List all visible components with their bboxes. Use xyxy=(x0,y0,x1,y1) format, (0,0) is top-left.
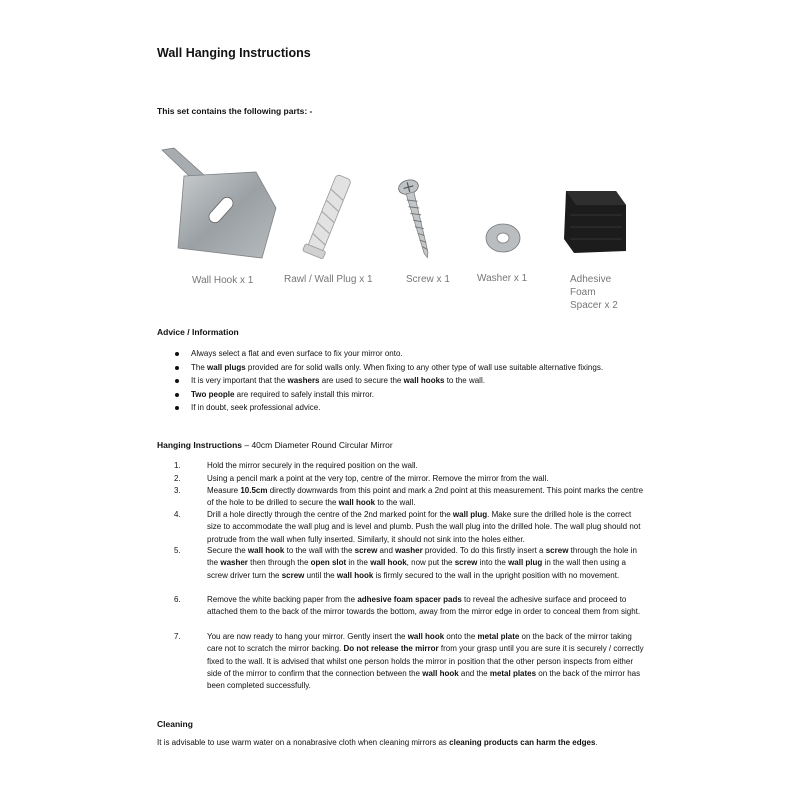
wall-hook-icon xyxy=(158,146,278,262)
step-text: metal plate xyxy=(477,632,520,641)
step-text: Using a pencil mark a point at the very top, centre of the mirror. Remove the mirror from the wall. xyxy=(207,474,549,483)
screw-icon xyxy=(398,178,436,260)
step-text: Measure xyxy=(207,486,241,495)
step-text: , now put the xyxy=(406,558,455,568)
parts-intro: This set contains the following parts: - xyxy=(157,106,313,116)
part-label-wall-plug: Rawl / Wall Plug x 1 xyxy=(284,274,373,285)
cleaning-heading: Cleaning xyxy=(157,719,193,729)
step-text: Do not release the mirror xyxy=(343,644,439,654)
step-text: and the xyxy=(458,668,490,678)
step-text: screw xyxy=(545,546,569,555)
advice-item-text: washers xyxy=(287,376,320,385)
advice-item-text: are used to secure the xyxy=(319,376,404,385)
step-text: adhesive foam spacer pads xyxy=(357,595,462,604)
step-item xyxy=(174,545,647,582)
cleaning-text: . xyxy=(595,738,598,747)
step-text: wall hook xyxy=(407,632,445,641)
step-text: to reveal the adhesive surface and proceed to attached them to the back of the mirror towards the bottom, away from the mirror edge in order to conceal them from sight. xyxy=(207,595,641,617)
advice-item xyxy=(191,374,485,388)
advice-heading: Advice / Information xyxy=(157,327,239,337)
step-text: and xyxy=(377,546,396,555)
step-text: wall plug xyxy=(452,510,488,519)
advice-item-text: wall hooks xyxy=(403,376,445,385)
step-text: through the hole in the xyxy=(207,546,637,568)
step-text: 10.5cm xyxy=(240,486,268,495)
step-text: to the wall. xyxy=(375,498,416,508)
advice-item xyxy=(191,388,374,402)
step-number: 6. xyxy=(174,595,181,604)
foam-spacer-icon xyxy=(560,187,630,257)
step-text: Hold the mirror securely in the required position on the wall. xyxy=(207,461,418,470)
wall-plug-icon xyxy=(298,170,358,264)
step-text: screw xyxy=(454,558,478,568)
advice-item xyxy=(191,361,603,375)
step-text: Drill a hole directly through the centre of the 2nd marked point for the xyxy=(207,510,453,519)
step-number: 2. xyxy=(174,474,181,483)
step-text: washer xyxy=(220,558,248,568)
step-number: 5. xyxy=(174,546,181,555)
advice-item-text: are required to safely install this mirror. xyxy=(234,390,375,399)
step-number: 4. xyxy=(174,510,181,519)
step-text: then through the xyxy=(247,558,311,568)
step-text: is firmly secured to the wall in the upright position with no movement. xyxy=(373,570,620,580)
cleaning-text xyxy=(157,738,598,747)
advice-item xyxy=(191,401,320,415)
step-item xyxy=(174,509,647,546)
step-text: directly downwards from this point and mark a 2nd point at this measurement. This point marks the centre of the hole to be drilled to secure the xyxy=(207,486,644,508)
advice-item-text: Two people xyxy=(191,390,235,399)
step-text: wall hook xyxy=(370,558,407,568)
page-title: Wall Hanging Instructions xyxy=(157,46,311,60)
step-text: open slot xyxy=(310,558,347,568)
advice-item-text: wall plugs xyxy=(207,363,246,372)
cleaning-text: cleaning products can harm the edges xyxy=(449,738,596,747)
advice-item-text: to the wall. xyxy=(444,376,485,385)
washer-icon xyxy=(484,222,522,254)
advice-item-text: Always select a flat and even surface to fix your mirror onto. xyxy=(191,349,403,358)
step-text: in the wall then using a screw driver turn the xyxy=(207,558,626,580)
step-text: wall hook xyxy=(338,498,376,508)
step-text: provided. To do this firstly insert a xyxy=(422,546,546,555)
step-item xyxy=(174,473,647,485)
part-label-wall-hook: Wall Hook x 1 xyxy=(192,275,254,286)
hanging-heading: Hanging Instructions – 40cm Diameter Round Circular Mirror xyxy=(157,440,393,450)
step-number: 3. xyxy=(174,486,181,495)
step-text: washer xyxy=(395,546,423,555)
step-text: Secure the xyxy=(207,546,248,555)
step-text: on the back of the mirror has been completed successfully. xyxy=(207,668,641,691)
advice-item xyxy=(191,347,403,361)
step-text: Remove the white backing paper from the xyxy=(207,595,358,604)
step-text: wall hook xyxy=(422,668,459,678)
step-text: screw xyxy=(281,570,305,580)
advice-item-text: It is very important that the xyxy=(191,376,288,385)
step-text: metal plates xyxy=(489,668,537,678)
step-item xyxy=(174,594,647,619)
step-text: onto the xyxy=(444,632,478,641)
step-text: on the back of the mirror taking care not to scratch the mirror backing. xyxy=(207,632,632,654)
step-text: . Make sure the drilled hole is the correct size to accommodate the wall plug and is level and plumb. Push the wall plug into the drilled hole. The wall plug should not protrude from the wall when fully inserted. Similarly, it should not sink into the holes either. xyxy=(207,510,641,544)
advice-item-text: The xyxy=(191,363,208,372)
step-text: You are now ready to hang your mirror. Gently insert the xyxy=(207,632,408,641)
step-text: from your grasp until you are sure it is securely / correctly fixed to the wall. It is advised that whilst one person holds the mirror in position that the other person inspects from either side of the mirror to confirm that the connection between the xyxy=(207,644,644,678)
step-text: into the xyxy=(477,558,509,568)
advice-item-text: If in doubt, seek professional advice. xyxy=(191,403,321,412)
step-text: until the xyxy=(304,570,337,580)
cleaning-text: It is advisable to use warm water on a nonabrasive cloth when cleaning mirrors as xyxy=(157,738,450,747)
step-item xyxy=(174,485,647,510)
part-label-washer: Washer x 1 xyxy=(477,273,528,284)
step-number: 1. xyxy=(174,461,181,470)
step-item xyxy=(174,631,647,692)
step-text: screw xyxy=(354,546,378,555)
step-number: 7. xyxy=(174,632,181,641)
step-text: to the wall with the xyxy=(284,546,355,555)
advice-item-text: provided are for solid walls only. When fixing to any other type of wall use suitable alternative fixings. xyxy=(245,363,604,372)
step-text: wall hook xyxy=(336,570,374,580)
part-label-screw: Screw x 1 xyxy=(406,274,450,285)
step-item xyxy=(174,460,647,472)
step-text: wall plug xyxy=(508,558,543,568)
step-text: in the xyxy=(346,558,371,568)
step-text: wall hook xyxy=(247,546,285,555)
part-label-foam-spacer: Adhesive Foam Spacer x 2 xyxy=(570,274,618,311)
